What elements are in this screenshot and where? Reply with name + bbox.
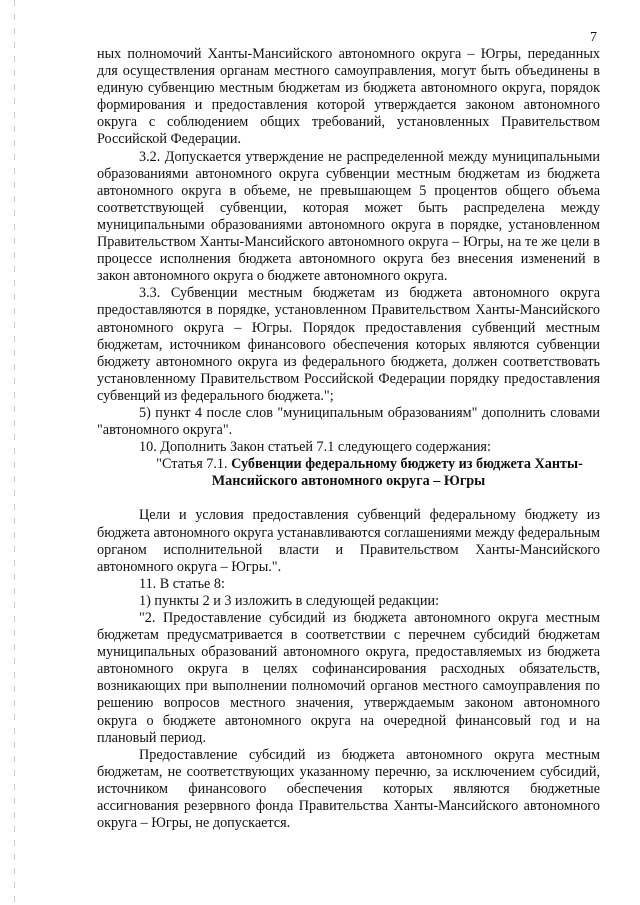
document-body: [97, 46, 600, 832]
paragraph-3-2: 3.2. Допускается утверждение не распределенной между муниципальными образованиями автономного округа субвенции местным бюджетам из бюджета автономного округа в объеме, не превышающем 5 процентов общего объема соответствующей субвенции, которая может быть распределена между муниципальными образованиями автономного округа в порядке, установленном Правительством Ханты-Мансийского автономного округа – Югры, на те же цели в процессе исполнения бюджета автономного округа без внесения изменений в закон автономного округа о бюджете автономного округа.: [97, 148, 600, 285]
paragraph-item-5: 5) пункт 4 после слов "муниципальным образованиям" дополнить словами "автономного округа".: [97, 404, 600, 439]
article-heading-title: Субвенции федеральному бюджету из бюджета Ханты-Мансийского автономного округа – Югры: [211, 456, 583, 490]
paragraph-subitem-1: 1) пункты 2 и 3 изложить в следующей редакции:: [139, 592, 440, 609]
article-heading: [97, 456, 600, 490]
paragraph-3-3: 3.3. Субвенции местным бюджетам из бюджета автономного округа предоставляются в порядке, установленном Правительством Ханты-Мансийского автономного округа – Югры. Порядок предоставления субвенций местным бюджетам, источником финансового обеспечения которых являются субвенции бюджету автономного округа из федерального бюджета, должен соответствовать установленному Правительством Российской Федерации порядку предоставления субвенций из федерального бюджета.";: [97, 285, 600, 404]
scan-binding-edge: [14, 0, 15, 905]
paragraph-point-2: "2. Предоставление субсидий из бюджета автономного округа местным бюджетам предусматривается в соответствии с перечнем субсидий бюджетам муниципальных образований автономного округа, предоставляемых из бюджета автономного округа в целях софинансирования расходных обязательств, возникающих при выполнении полномочий органов местного самоуправления по решению вопросов местного значения, утверждаемым законом автономного округа о бюджете автономного округа на очередной финансовый год и на плановый период.: [97, 610, 600, 746]
spacer: [97, 490, 600, 507]
paragraph-article-7-1-body: Цели и условия предоставления субвенций федеральному бюджету из бюджета автономного округа устанавливаются соглашениями между федеральным органом исполнительной власти и Правительством Ханты-Мансийского автономного округа – Югры.".: [97, 507, 600, 575]
page-number: 7: [590, 30, 597, 45]
paragraph-item-11: 11. В статье 8:: [139, 575, 225, 592]
article-heading-prefix: "Статья 7.1.: [156, 456, 232, 473]
paragraph-point-2-continued: Предоставление субсидий из бюджета автономного округа местным бюджетам, не соответствующих указанному перечню, за исключением субсидий, источником финансового обеспечения которых являются бюджетные ассигнования резервного фонда Правительства Ханты-Мансийского автономного округа – Югры, не допускается.: [97, 746, 600, 832]
paragraph-continuation: ных полномочий Ханты-Мансийского автономного округа – Югры, переданных для осуществления органам местного самоуправления, могут быть объединены в единую субвенцию местным бюджетам из бюджета автономного округа, порядок формирования и предоставления которой утверждается законом автономного округа с соблюдением общих требований, установленных Правительством Российской Федерации.: [97, 46, 600, 148]
paragraph-item-10: 10. Дополнить Закон статьей 7.1 следующего содержания:: [139, 439, 491, 456]
